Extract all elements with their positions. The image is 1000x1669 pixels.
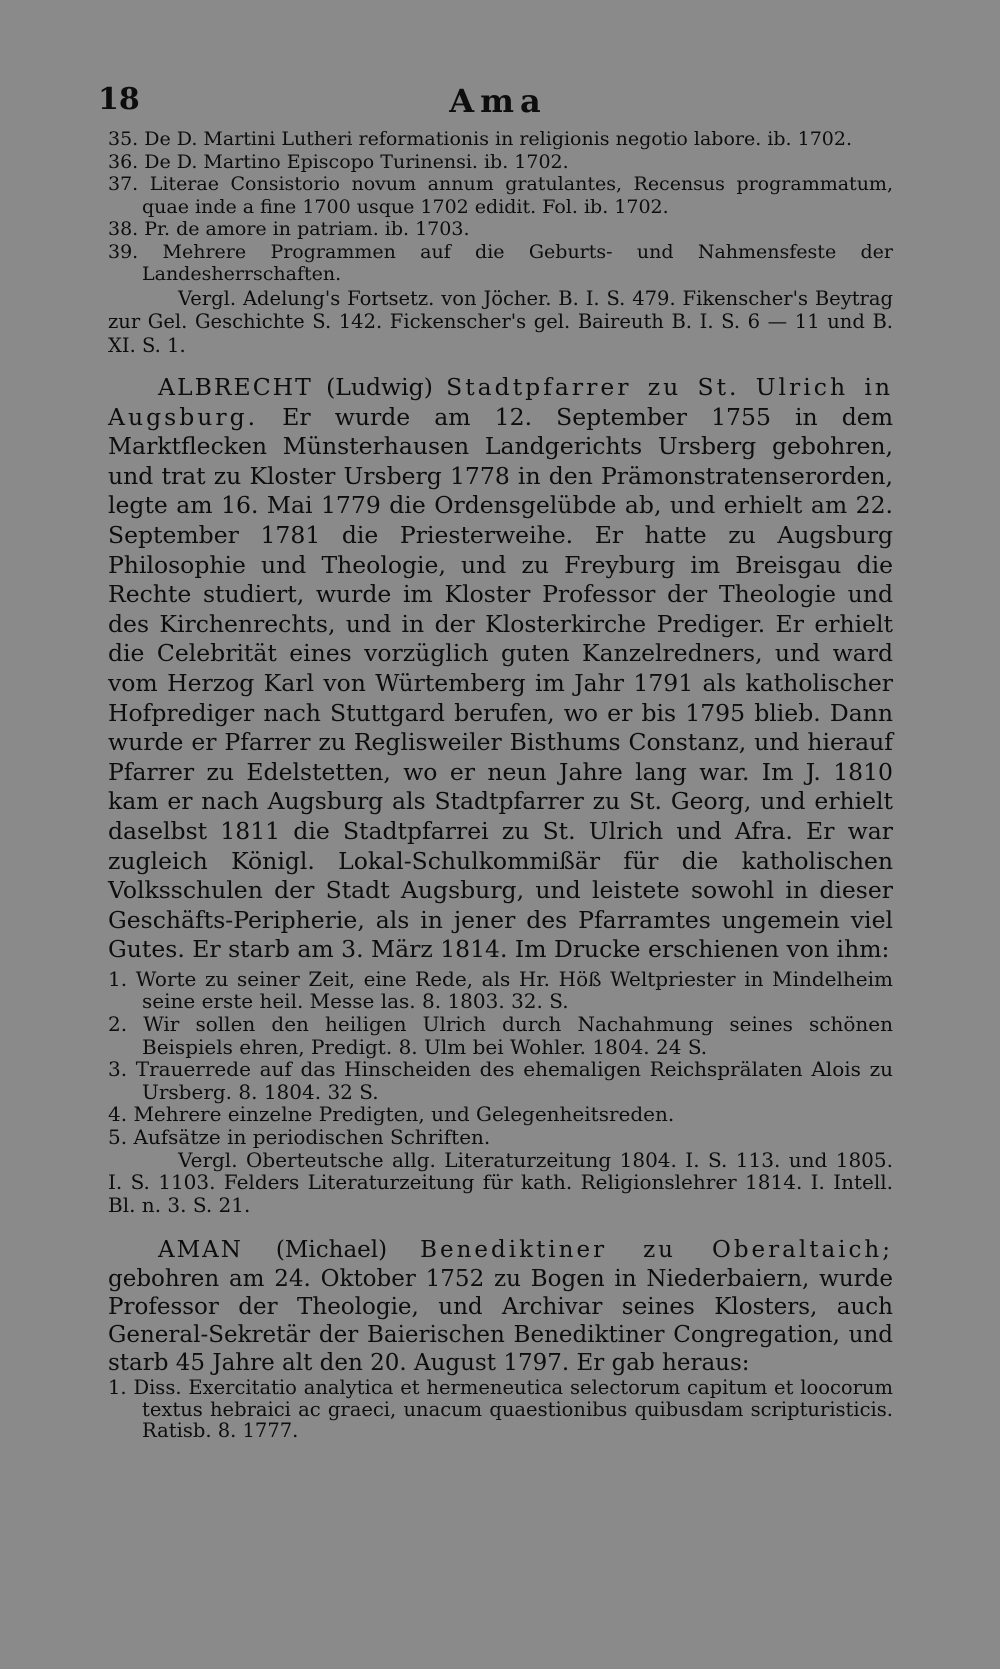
works-list [108,1377,893,1442]
list-item: 2. Wir sollen den heiligen Ulrich durch Nachahmung seines schönen Beispiels ehren, Predigt. 8. Ulm bei Wohler. 1804. 24 S. [108,1012,893,1059]
list-item: 36. De D. Martino Episcopo Turinensi. ib. 1702. [108,150,569,173]
page-header [98,82,898,126]
page-content [108,128,893,1442]
list-item: 4. Mehrere einzelne Predigten, und Gelegenheitsreden. [108,1102,675,1127]
list-item: 1. Worte zu seiner Zeit, eine Rede, als Hr. Höß Weltpriester in Mindelheim seine erste heil. Messe las. 8. 1803. 32. S. [108,966,893,1014]
entry-given-name: (Ludwig) [326,373,433,401]
works-list [108,968,893,1149]
reference-note: Vergl. Oberteutsche allg. Literaturzeitung 1804. I. S. 113. und 1805. I. S. 1103. Felders Literaturzeitung für kath. Religionslehrer 1814. I. Intell. Bl. n. 3. S. 21. [108,1147,893,1217]
list-item: 35. De D. Martini Lutheri reformationis in religionis negotio labore. ib. 1702. [108,128,852,150]
entry-headword: AMAN [158,1237,243,1264]
entry-aman [108,1236,893,1377]
list-item: 1. Diss. Exercitatio analytica et hermeneutica selectorum capitum et loocorum textus hebraici ac graeci, unacum quaestionibus quibusdam scripturisticis. Ratisb. 8. 1777. [108,1376,893,1443]
entry-given-name: (Michael) [275,1237,388,1264]
entry-albrecht [108,373,893,965]
list-item: 37. Literae Consistorio novum annum gratulantes, Recensus programmatum, quae inde a fine 1700 usque 1702 edidit. Fol. ib. 1702. [108,173,893,218]
entry-title: Stadtpfarrer zu St. Ulrich in Augsburg. [108,373,893,431]
numbered-list-continuation [108,128,893,286]
entry-title: Benediktiner zu Oberaltaich; [420,1237,893,1264]
list-item: 39. Mehrere Programmen auf die Geburts- und Nahmensfeste der Landesherrschaften. [108,240,893,285]
reference-note: Vergl. Adelung's Fortsetz. von Jöcher. B. I. S. 479. Fikenscher's Beytrag zur Gel. Geschichte S. 142. Fickenscher's gel. Baireuth B. I. S. 6 — 11 und B. XI. S. 1. [108,286,893,357]
list-item: 38. Pr. de amore in patriam. ib. 1703. [108,218,470,240]
list-item: 5. Aufsätze in periodischen Schriften. [108,1125,491,1150]
running-head: Ama [449,82,547,120]
list-item: 3. Trauerrede auf das Hinscheiden des ehemaligen Reichsprälaten Alois zu Ursberg. 8. 1804. 32 S. [108,1057,893,1104]
entry-body: gebohren am 24. Oktober 1752 zu Bogen in Niederbaiern, wurde Professor der Theologie, und Archivar seines Klosters, auch General-Sekretär der Baierischen Benediktiner Congregation, und starb 45 Jahre alt den 20. August 1797. Er gab heraus: [108,1265,893,1377]
page-number: 18 [98,82,140,117]
entry-headword: ALBRECHT [158,373,313,401]
entry-body: Er wurde am 12. September 1755 in dem Marktflecken Münsterhausen Landgerichts Ursberg gebohren, und trat zu Kloster Ursberg 1778 in den Prämonstratenserorden, legte am 16. Mai 1779 die Ordensgelübde ab, und erhielt am 22. September 1781 die Priesterweihe. Er hatte zu Augsburg Philosophie und Theologie, und zu Freyburg im Breisgau die Rechte studiert, wurde im Kloster Professor der Theologie und des Kirchenrechts, und in der Klosterkirche Prediger. Er erhielt die Celebrität eines vorzüglich guten Kanzelredners, und ward vom Herzog Karl von Würtemberg im Jahr 1791 als katholischer Hofprediger nach Stuttgard berufen, wo er bis 1795 blieb. Dann wurde er Pfarrer zu Reglisweiler Bisthums Constanz, und hierauf Pfarrer zu Edelstetten, wo er neun Jahre lang war. Im J. 1810 kam er nach Augsburg als Stadtpfarrer zu St. Georg, und erhielt daselbst 1811 die Stadtpfarrei zu St. Ulrich und Afra. Er war zugleich Königl. Lokal-Schulkommißär für die katholischen Volksschulen der Stadt Augsburg, und leistete sowohl in dieser Geschäfts-Peripherie, als in jener des Pfarramtes ungemein viel Gutes. Er starb am 3. März 1814. Im Drucke erschienen von ihm: [108,402,893,964]
